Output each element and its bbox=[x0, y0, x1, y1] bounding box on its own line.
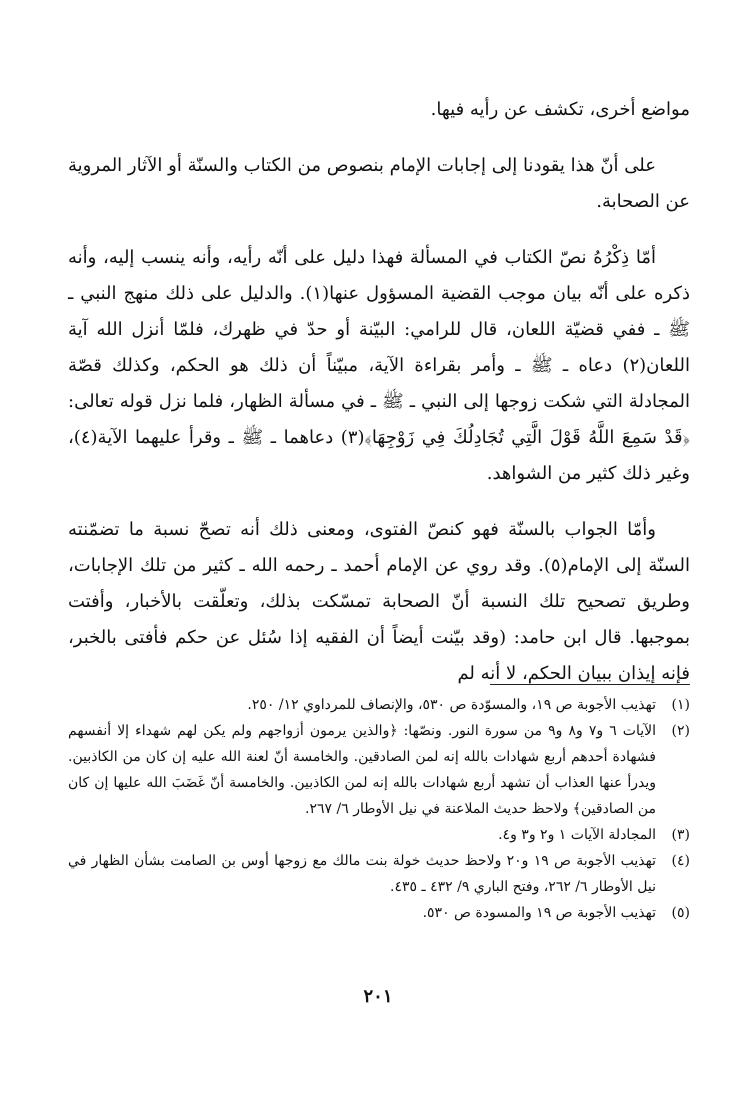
footnote bbox=[68, 692, 690, 718]
footnote-text: تهذيب الأجوبة ص ١٩ والمسودة ص ٥٣٠. bbox=[422, 905, 656, 921]
paragraph-gap bbox=[68, 128, 690, 148]
paragraph-3: أمّا ذِكْرُهُ نصّ الكتاب في المسألة فهذا دليل على أنّه رأيه، وأنه ينسب إليه، وأنه ذكره على أنّه بيان موجب القضية المسؤول عنها(١). والدليل على ذلك منهج النبي ـ ﷺ ـ ففي قضيّة اللعان، قال للرامي: البيّنة أو حدّ في ظهرك، فلمّا أنزل الله آية اللعان(٢) دعاه ـ ﷺ ـ وأمر بقراءة الآية، مبيّناً أن ذلك هو الحكم، وكذلك قصّة المجادلة التي شكت زوجها إلى النبي ـ ﷺ ـ في مسألة الظهار، فلما نزل قوله تعالى: ﴿قَدْ سَمِعَ اللَّهُ قَوْلَ الَّتِي تُجَادِلُكَ فِي زَوْجِهَا﴾(٣) دعاهما ـ ﷺ ـ وقرأ عليهما الآية(٤)، وغير ذلك كثير من الشواهد. bbox=[68, 247, 690, 484]
paragraph-2: على أنّ هذا يقودنا إلى إجابات الإمام بنصوص من الكتاب والسنّة أو الآثار المروية عن الصحابة. bbox=[68, 155, 690, 212]
paragraph-1: مواضع أخرى، تكشف عن رأيه فيها. bbox=[430, 99, 690, 120]
footnote bbox=[68, 822, 690, 848]
paragraph-4: وأمّا الجواب بالسنّة فهو كنصّ الفتوى، ومعنى ذلك أنه تصحّ نسبة ما تضمّنته السنّة إلى الإمام(٥). وقد روي عن الإمام أحمد ـ رحمه الله ـ كثير من تلك الإجابات، وطريق تصحيح تلك النسبة أنّ الصحابة تمسّكت بذلك، وتعلّقت بالأخبار، وأفتت بموجبها. قال ابن حامد: (وقد بيّنت أيضاً أن الفقيه إذا سُئل عن حكم فأفتى بالخبر، فإنه إيذان ببيان الحكم، لا أنه لم bbox=[68, 519, 690, 684]
footnote-number: (٥) bbox=[671, 905, 690, 921]
footnote-number: (٤) bbox=[671, 853, 690, 869]
footnote-number: (٢) bbox=[671, 723, 690, 739]
footnote bbox=[68, 718, 690, 822]
footnote-number: (١) bbox=[671, 697, 690, 713]
footnote-separator bbox=[490, 684, 690, 685]
page-number: ٢٠١ bbox=[363, 986, 393, 1007]
footnote-text: تهذيب الأجوبة ص ١٩، والمسوّدة ص ٥٣٠، والإنصاف للمرداوي ١٢/ ٢٥٠. bbox=[247, 697, 656, 713]
footnote bbox=[68, 848, 690, 900]
footnote-text: الآيات ٦ و٧ و٨ و٩ من سورة النور. ونصّها: ﴿والذين يرمون أزواجهم ولم يكن لهم شهداء إلا أنفسهم فشهادة أحدهم أربع شهادات بالله إنه لمن الصادقين. والخامسة أنّ لعنة الله عليه إن كان من الكاذبين. ويدرأ عنها العذاب أن تشهد أربع شهادات بالله إنه لمن الكاذبين. والخامسة أنّ غَضَبَ الله عليها إن كان من الصادقين﴾ ولاحظ حديث الملاعنة في نيل الأوطار ٦/ ٢٦٧. bbox=[68, 723, 656, 817]
footnotes bbox=[68, 692, 690, 926]
footnote-number: (٣) bbox=[671, 827, 690, 843]
footnote-text: المجادلة الآيات ١ و٢ و٣ و٤. bbox=[498, 827, 656, 843]
paragraph-gap bbox=[68, 220, 690, 240]
paragraph-gap bbox=[68, 492, 690, 512]
main-text bbox=[68, 92, 690, 692]
footnote bbox=[68, 900, 690, 926]
footnote-text: تهذيب الأجوبة ص ١٩ و٢٠ ولاحظ حديث خولة بنت مالك مع زوجها أوس بن الصامت بشأن الظهار في نيل الأوطار ٦/ ٢٦٢، وفتح الباري ٩/ ٤٣٢ ـ ٤٣٥. bbox=[68, 853, 657, 895]
